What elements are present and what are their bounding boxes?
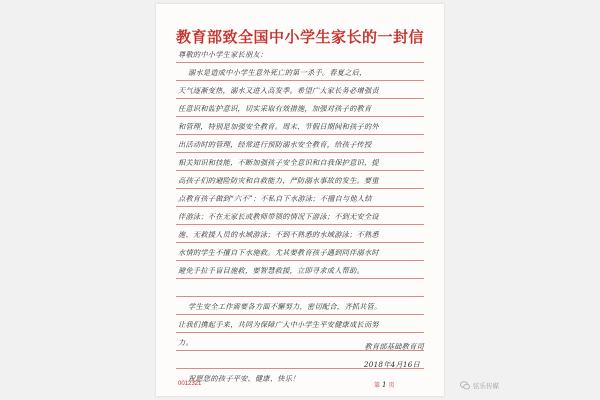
body-line: 溺水是造成中小学生意外死亡的第一杀手。春夏之后， bbox=[188, 68, 367, 77]
page-prefix: 第 bbox=[374, 382, 381, 389]
ruled-line bbox=[176, 188, 424, 189]
ruled-line bbox=[176, 152, 424, 153]
ruled-line bbox=[176, 278, 424, 279]
body-line: 高孩子们的避险防灾和自救能力，严防溺水事故的发生。要重 bbox=[178, 176, 379, 185]
letter-title: 教育部致全国中小学生家长的一封信 bbox=[175, 28, 424, 46]
ruled-line bbox=[176, 62, 424, 63]
body-line: 伴游泳；不在无家长或教师带领的情况下游泳；不到无安全设 bbox=[178, 212, 379, 221]
ruled-line bbox=[176, 224, 424, 225]
signature: 教育部基础教育司 bbox=[364, 342, 424, 351]
page-number: 1 bbox=[382, 381, 387, 389]
ruled-line bbox=[176, 260, 424, 261]
page-indicator bbox=[374, 380, 395, 389]
body-line: 出活动时的管理，经常进行预防溺水安全教育，给孩子传授 bbox=[178, 140, 372, 149]
watermark-text: 弦乐传媒 bbox=[473, 382, 499, 390]
letter-date: 2018年4月16日 bbox=[363, 360, 420, 369]
ruled-line bbox=[176, 170, 424, 171]
watermark bbox=[460, 381, 499, 390]
body-line: 避免手拉手盲目施救，要智慧救援，立即寻求成人帮助。 bbox=[178, 266, 364, 275]
body-line: 祝愿您的孩子平安、健康、快乐！ bbox=[188, 374, 300, 383]
body-line: 学生安全工作需要各方面不懈努力，密切配合，齐抓共管。 bbox=[188, 302, 382, 311]
body-line: 水情的学生不擅自下水施救。尤其要教育孩子遇到同伴溺水时 bbox=[178, 248, 379, 257]
letter-greeting: 尊敬的中小学生家长朋友： bbox=[178, 50, 268, 59]
letter-sheet bbox=[156, 4, 444, 396]
ruled-line bbox=[176, 134, 424, 135]
ruled-line bbox=[176, 80, 424, 81]
ruled-line bbox=[176, 296, 424, 297]
ruled-line bbox=[176, 242, 424, 243]
ruled-line bbox=[176, 314, 424, 315]
wechat-icon bbox=[460, 381, 470, 390]
body-line: 点教育孩子做到“六不”：不私自下水游泳；不擅自与他人结 bbox=[178, 194, 372, 203]
body-line: 和管理，特别是加强安全教育。周末、节假日期间和孩子的外 bbox=[178, 122, 379, 131]
body-line: 力。 bbox=[178, 338, 193, 347]
ruled-line bbox=[176, 98, 424, 99]
ruled-line bbox=[176, 206, 424, 207]
page-suffix: 页 bbox=[388, 382, 395, 389]
ruled-line bbox=[176, 116, 424, 117]
body-line: 任意识和监护意识，切实采取有效措施，加强对孩子的教育 bbox=[178, 104, 372, 113]
ruled-line bbox=[176, 332, 424, 333]
body-line: 施、无救援人员的水域游泳；不到不熟悉的水域游泳；不熟悉 bbox=[178, 230, 379, 239]
body-line: 相关知识和技能，不断加强孩子安全意识和自我保护意识，提 bbox=[178, 158, 379, 167]
body-line: 让我们携起手来，共同为保障广大中小学生平安健康成长而努 bbox=[178, 320, 379, 329]
body-line: 天气逐渐变热，溺水又进入高发季。希望广大家长务必增强责 bbox=[178, 86, 379, 95]
form-number: 0012321 bbox=[178, 381, 202, 387]
